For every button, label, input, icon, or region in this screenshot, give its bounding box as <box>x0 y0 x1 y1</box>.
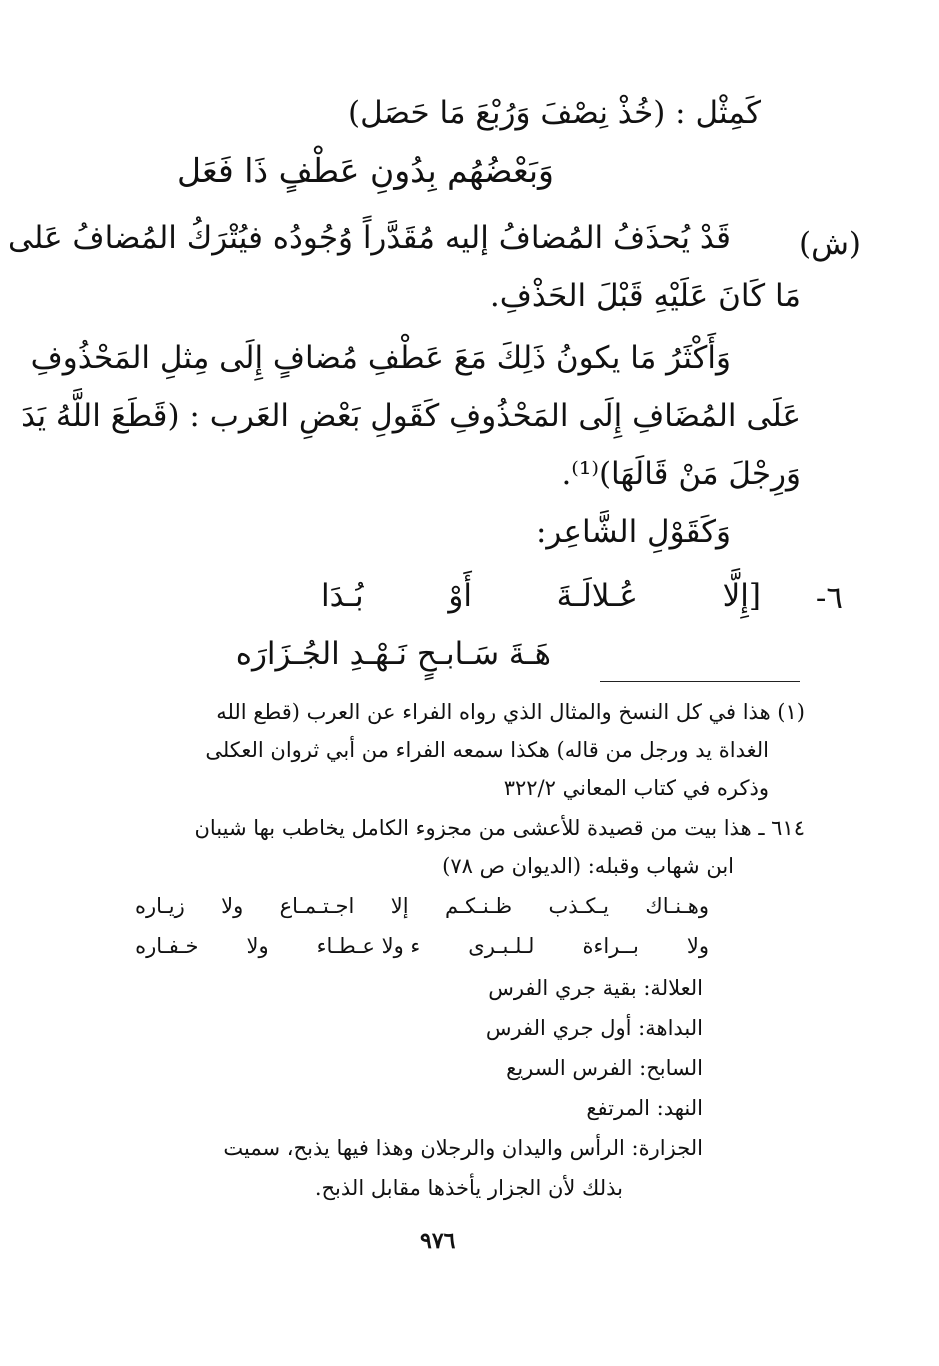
gloss-3: السابح: الفرس السريع <box>506 1056 703 1080</box>
verse-word: وهـنـاك <box>645 894 709 918</box>
gloss-1: العلالة: بقية جري الفرس <box>488 976 703 1000</box>
gloss-2: البداهة: أول جري الفرس <box>485 1016 703 1040</box>
poem-hemistich2: هَـةَ سَـابـحٍ نَـهْـدِ الجُـزَارَه <box>235 636 551 672</box>
verse-word: اجـتـمـاع <box>279 894 355 918</box>
poem-word: عُـلالَـةَ <box>556 578 638 614</box>
footnote-separator <box>600 681 800 682</box>
footnote-1-line3: وذكره في كتاب المعاني ٣٢٢/٢ <box>503 776 769 800</box>
poem-hemistich1 <box>321 578 761 614</box>
commentary-marker: (ش) <box>798 226 861 262</box>
verse-word: زيـاره <box>135 894 185 918</box>
gloss-5-line1: الجزارة: الرأس واليدان والرجلان وهذا فيها يذبح، سميت <box>223 1136 703 1160</box>
verse-word: ظـنـكـم <box>444 894 513 918</box>
commentary-p2-line2: عَلَى المُضَافِ إِلَى المَحْذُوفِ كَقَولِ بَعْضِ العَرب : (قَطَعَ اللَّهُ يَدَ <box>21 398 801 434</box>
footnote-verse-a <box>135 894 709 918</box>
commentary-p1-line2: مَا كَانَ عَلَيْهِ قَبْلَ الحَذْفِ. <box>489 278 801 314</box>
footnote-1-line2: الغداة يد ورجل من قاله) هكذا سمعه الفراء من أبي ثروان العكلى <box>205 738 769 762</box>
verse-example-line: كَمِثْل : (خُذْ نِصْفَ وَرُبْعَ مَا حَصَل) <box>348 95 761 131</box>
poem-number: ٦- <box>815 580 843 616</box>
footnote-verse-b <box>135 934 709 958</box>
footnote-614-line2: ابن شهاب وقبله: (الديوان ص ٧٨) <box>442 854 734 878</box>
footnote-614-line1: ٦١٤ ـ هذا بيت من قصيدة للأعشى من مجزوء الكامل يخاطب بها شيبان <box>194 816 805 840</box>
footnote-1-line1: (١) هذا في كل النسخ والمثال الذي رواه الفراء عن العرب (قطع الله <box>216 700 805 724</box>
verse-second-line: وَبَعْضُهُم بِدُونِ عَطْفٍ ذَا فَعَل <box>177 151 554 190</box>
verse-word: بــراءة <box>582 934 639 958</box>
verse-word: خـفـاره <box>135 934 199 958</box>
verse-word: إلا <box>390 894 409 918</box>
verse-word: يـكـذب <box>548 894 610 918</box>
commentary-p3: وَكَقَوْلِ الشَّاعِر: <box>535 514 731 550</box>
commentary-p2-line1: وَأَكْثَرُ مَا يكونُ ذَلِكَ مَعَ عَطْفِ مُضافٍ إِلَى مِثلِ المَحْذُوفِ <box>30 340 731 376</box>
commentary-p2-line3: وَرِجْلَ مَنْ قَالَهَا)⁽¹⁾. <box>561 456 801 492</box>
commentary-p1-line1: قَدْ يُحذَفُ المُضافُ إليه مُقَدَّراً وُجُودُه فيُتْرَكُ المُضافُ عَلى <box>7 220 731 256</box>
verse-word: ولا <box>221 894 244 918</box>
verse-word: لـلـبـرى <box>468 934 535 958</box>
page-number: ٩٧٦ <box>420 1228 456 1254</box>
gloss-5-line2: بذلك لأن الجزار يأخذها مقابل الذبح. <box>314 1176 623 1200</box>
verse-word: ولا <box>686 934 709 958</box>
verse-word: ء ولا عـطـاء <box>316 934 421 958</box>
verse-word: ولا <box>246 934 269 958</box>
poem-word: أَوْ <box>448 578 472 614</box>
poem-word: بُـدَا <box>321 578 364 614</box>
poem-word: [إِلَّا <box>722 578 761 614</box>
gloss-4: النهد: المرتفع <box>586 1096 703 1120</box>
